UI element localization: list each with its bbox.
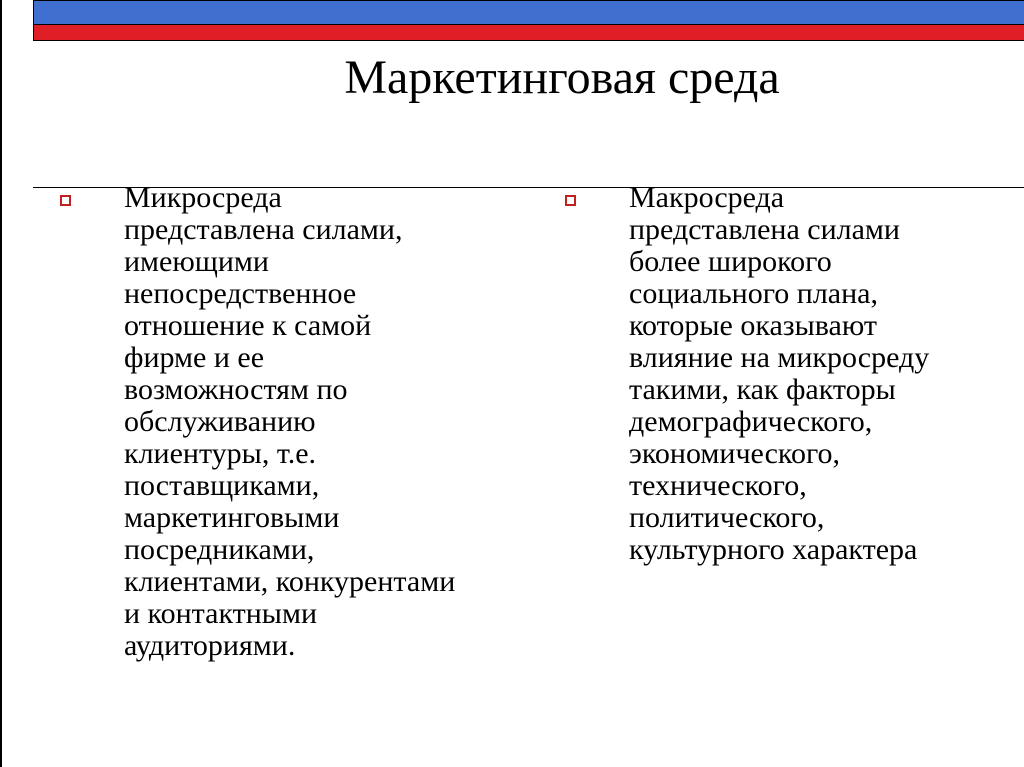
column-macroenvironment: [565, 182, 1015, 566]
top-blue-stripe: [33, 0, 1024, 25]
column-microenvironment: [60, 182, 540, 662]
macroenvironment-text: Макросреда представлена силами более широкого социального плана, которые оказывают влияние на микросреду такими, как факторы демографического, экономического, технического, политического, культурного характера: [629, 181, 930, 566]
microenvironment-text: Микросреда представлена силами, имеющими непосредственное отношение к самой фирме и ее возможностям по обслуживанию клиентуры, т.е. поставщиками, маркетинговыми посредниками, клиентами, конкурентами и контактными аудиториями.: [124, 181, 456, 662]
hollow-square-icon: [60, 195, 71, 206]
top-red-stripe: [33, 25, 1024, 41]
slide-title: Маркетинговая среда: [344, 51, 780, 104]
slide-left-border: [0, 0, 2, 767]
hollow-square-icon: [565, 195, 576, 206]
